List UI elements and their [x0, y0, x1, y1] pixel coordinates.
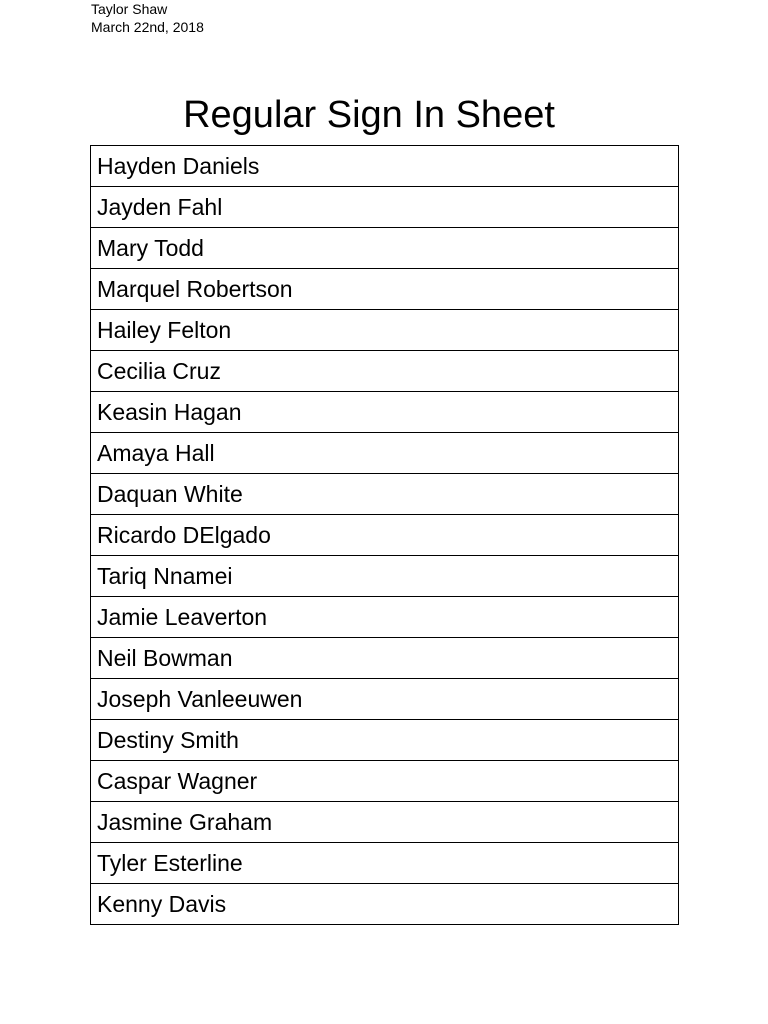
name-cell: Hayden Daniels [91, 146, 679, 187]
table-row [91, 556, 679, 597]
name-cell: Tariq Nnamei [91, 556, 679, 597]
table-row [91, 392, 679, 433]
table-row [91, 843, 679, 884]
name-cell: Daquan White [91, 474, 679, 515]
table-row [91, 761, 679, 802]
name-cell: Amaya Hall [91, 433, 679, 474]
name-cell: Neil Bowman [91, 638, 679, 679]
table-row [91, 433, 679, 474]
name-cell: Kenny Davis [91, 884, 679, 925]
name-cell: Keasin Hagan [91, 392, 679, 433]
table-row [91, 187, 679, 228]
table-row [91, 310, 679, 351]
table-row [91, 802, 679, 843]
table-row [91, 679, 679, 720]
name-cell: Caspar Wagner [91, 761, 679, 802]
name-cell: Destiny Smith [91, 720, 679, 761]
table-row [91, 884, 679, 925]
table-row [91, 351, 679, 392]
sign-in-table [90, 145, 679, 925]
table-row [91, 269, 679, 310]
name-cell: Mary Todd [91, 228, 679, 269]
table-row [91, 228, 679, 269]
name-cell: Marquel Robertson [91, 269, 679, 310]
table-row [91, 474, 679, 515]
table-row [91, 515, 679, 556]
name-cell: Jayden Fahl [91, 187, 679, 228]
table-row [91, 146, 679, 187]
author-name: Taylor Shaw [91, 1, 168, 17]
sheet-title: Regular Sign In Sheet [183, 94, 555, 136]
name-cell: Jamie Leaverton [91, 597, 679, 638]
table-row [91, 597, 679, 638]
document-header [91, 0, 204, 36]
name-cell: Joseph Vanleeuwen [91, 679, 679, 720]
table-row [91, 720, 679, 761]
name-cell: Hailey Felton [91, 310, 679, 351]
name-cell: Ricardo DElgado [91, 515, 679, 556]
name-cell: Jasmine Graham [91, 802, 679, 843]
name-cell: Cecilia Cruz [91, 351, 679, 392]
document-date: March 22nd, 2018 [91, 19, 204, 35]
name-cell: Tyler Esterline [91, 843, 679, 884]
table-row [91, 638, 679, 679]
